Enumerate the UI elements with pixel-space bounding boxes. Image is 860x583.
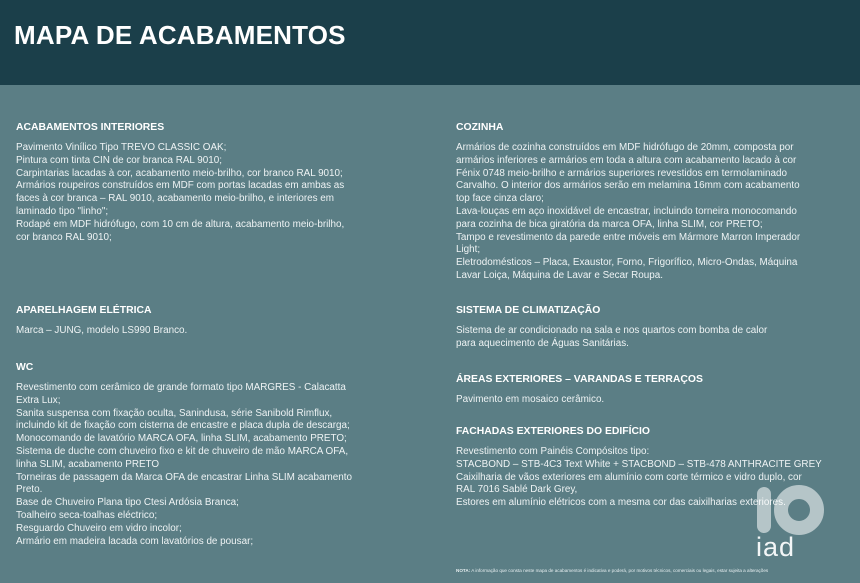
list-item: Revestimento com cerâmico de grande formato tipo MARGRES - Calacatta	[16, 382, 346, 393]
section-lines	[16, 382, 396, 548]
section-climatizacao	[456, 304, 840, 351]
disclaimer-text: A informação que consta neste mapa de acabamentos é indicativa e poderá, por motivos técnicos, comerciais ou legais, estar sujeita a alterações	[471, 568, 769, 573]
section-lines	[456, 142, 840, 283]
list-item: Carpintarias lacadas à cor, acabamento meio-brilho, cor branco RAL 9010;	[16, 167, 343, 179]
section-cozinha	[456, 121, 840, 283]
list-item: para aquecimento de Águas Sanitárias.	[456, 337, 629, 349]
list-item: Estores em alumínio elétricos com a mesma cor das caixilharias exteriores.	[456, 497, 786, 509]
disclaimer-label: NOTA:	[456, 568, 471, 573]
header-bar	[0, 0, 860, 85]
disclaimer-note	[456, 568, 769, 574]
section-lines	[456, 325, 840, 351]
section-title: ÁREAS EXTERIORES – VARANDAS E TERRAÇOS	[456, 374, 703, 385]
list-item: Lavar Loiça, Máquina de Lavar e Secar Roupa.	[456, 269, 663, 281]
list-item: Caixilharia de vãos exteriores em alumínio com corte térmico e vidro duplo, cor	[456, 471, 802, 483]
list-item: Lava-louças em aço inoxidável de encastrar, incluindo torneira monocomando	[456, 205, 797, 217]
section-lines	[456, 394, 840, 407]
list-item: faces à cor branca – RAL 9010, acabamento meio-brilho, e interiores em	[16, 193, 334, 205]
section-lines	[16, 142, 396, 244]
list-item: top face cinza claro;	[456, 193, 544, 205]
iad-logo-text: iad	[756, 532, 796, 562]
list-item: Monocomando de lavatório MARCA OFA, linha SLIM, acabamento PRETO;	[16, 433, 347, 445]
list-item: Armários de cozinha construídos em MDF hidrófugo de 20mm, composta por	[456, 142, 794, 153]
list-item: Armário em madeira lacada com lavatórios de pousar;	[16, 535, 254, 547]
section-title: APARELHAGEM ELÉTRICA	[16, 305, 152, 316]
list-item: Tampo e revestimento da parede entre móveis em Mármore Marron Imperador	[456, 231, 801, 243]
list-item: Extra Lux;	[16, 394, 61, 406]
list-item: Pavimento em mosaico cerâmico.	[456, 394, 605, 405]
section-title: COZINHA	[456, 122, 504, 133]
list-item: Fénix 0748 meio-brilho e armários superiores revestidos em termolaminado	[456, 167, 787, 179]
list-item: Armários roupeiros construídos em MDF com portas lacadas em ambas as	[16, 180, 345, 192]
section-wc	[16, 361, 396, 548]
list-item: Light;	[456, 244, 481, 256]
section-title: ACABAMENTOS INTERIORES	[16, 122, 165, 133]
section-aparelhagem	[16, 304, 396, 338]
list-item: cor branco RAL 9010;	[16, 231, 112, 243]
list-item: Revestimento com Painéis Compósitos tipo:	[456, 446, 650, 457]
list-item: STACBOND – STB-4C3 Text White + STACBOND – STB-478 ANTHRACITE GREY	[456, 458, 822, 470]
list-item: Preto.	[16, 484, 43, 496]
list-item: incluindo kit de fixação com cisterna de encastre e placa dupla de descarga;	[16, 420, 350, 432]
list-item: Marca – JUNG, modelo LS990 Branco.	[16, 325, 188, 336]
list-item: Sistema de ar condicionado na sala e nos quartos com bomba de calor	[456, 325, 768, 336]
list-item: Base de Chuveiro Plana tipo Ctesi Ardósia Branca;	[16, 497, 239, 509]
section-interiores	[16, 121, 396, 244]
list-item: linha SLIM, acabamento PRETO	[16, 458, 160, 470]
section-exteriores	[456, 373, 840, 407]
section-title: WC	[16, 362, 34, 373]
section-lines	[16, 325, 396, 338]
page-title: MAPA DE ACABAMENTOS	[14, 20, 346, 50]
list-item: Pavimento Vinílico Tipo TREVO CLASSIC OAK;	[16, 142, 227, 153]
list-item: RAL 7016 Sablé Dark Grey,	[456, 484, 578, 496]
list-item: Resguardo Chuveiro em vidro incolor;	[16, 522, 182, 534]
list-item: Carvalho. O interior dos armários serão em melamina 16mm com acabamento	[456, 180, 800, 192]
list-item: laminado tipo "linho";	[16, 205, 109, 217]
list-item: Rodapé em MDF hidrófugo, com 10 cm de altura, acabamento meio-brilho,	[16, 218, 345, 230]
list-item: Pintura com tinta CIN de cor branca RAL 9010;	[16, 154, 223, 166]
list-item: armários inferiores e armários em toda a altura com acabamento lacado à cor	[456, 154, 797, 166]
section-title: FACHADAS EXTERIORES DO EDIFÍCIO	[456, 426, 650, 437]
list-item: Sanita suspensa com fixação oculta, Sanindusa, série Sanibold Rimflux,	[16, 407, 333, 419]
list-item: Eletrodomésticos – Placa, Exaustor, Forno, Frigorífico, Micro-Ondas, Máquina	[456, 257, 798, 269]
list-item: Torneiras de passagem da Marca OFA de encastrar Linha SLIM acabamento	[16, 471, 352, 483]
list-item: para cozinha de bica giratória da marca OFA, linha SLIM, cor PRETO;	[456, 218, 763, 230]
list-item: Sistema de duche com chuveiro fixo e kit de chuveiro de mão MARCA OFA,	[16, 445, 349, 457]
list-item: Toalheiro seca-toalhas eléctrico;	[16, 509, 158, 521]
section-title: SISTEMA DE CLIMATIZAÇÃO	[456, 305, 601, 316]
